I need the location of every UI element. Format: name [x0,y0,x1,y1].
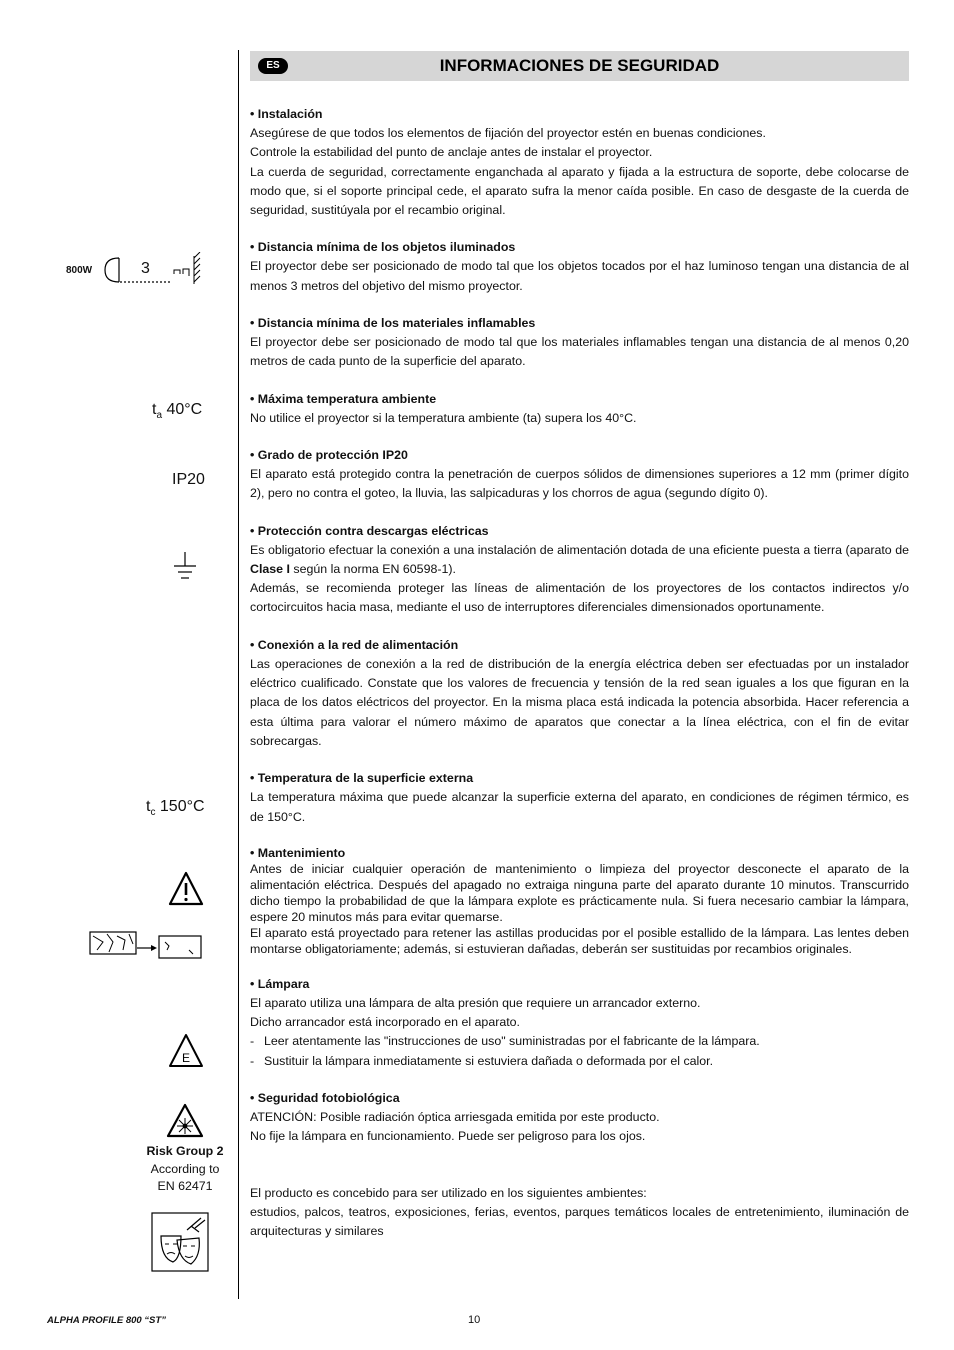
language-badge: ES [258,58,288,74]
section-ip-protection: • Grado de protección IP20 El aparato está protegido contra la penetración de cuerpos sólidos de dimensiones superiores a 12 mm (primer dígito 2), pero no contra el goteo, la lluvia, las salpicaduras y los chorros de agua (segundo dígito 0). [250,447,909,501]
ip-rating-label: IP20 [172,471,205,488]
section-mains-connection: • Conexión a la red de alimentación Las operaciones de conexión a la red de distribución de la energía eléctrica deben ser efectuadas por un instalador eléctrico cualificado. Constate que los valores de frecuencia y tensión de la red sean iguales a los que figuran en la placa de los datos eléctricos del proyector. En la misma placa está indicada la potencia absorbida. Hacer referencia a esta última para valorar el número máximo de aparatos que conectar a la línea eléctrica, con el fin de evitar sobrecargas. [250,637,909,748]
list-item: - Sustituir la lámpara inmediatamente si estuviera dañada o deformada por el calor. [250,1053,714,1068]
distance-value: 3 [141,260,150,277]
page-title: INFORMACIONES DE SEGURIDAD [439,56,720,75]
section-installation: • Instalación Asegúrese de que todos los elementos de fijación del proyector estén en buenas condiciones. Controle la estabilidad del punto de anclaje antes de instalar el proyector. La cuerda de seguridad, correctamente enganchada al aparato y fijada a la estructura de soporte, debe colocarse de modo que, si el soporte principal cede, el aparato sufra la menor caída posible. En caso de desgaste de la cuerda de seguridad, sustitúyala por el recambio original. [250,107,909,218]
section-electric-shock: • Protección contra descargas eléctricas Es obligatorio efectuar la conexión a una instalación de alimentación dotada de una eficiente puesta a tierra (aparato de Clase I según la norma EN 60598-1). Además, se recomienda proteger las líneas de alimentación de los proyectores de los contactos indirectos y/o cortocircuitos hacia masa, mediante el uso de interruptores diferenciales dimensionados oportunamente. [250,523,909,615]
section-header [250,51,909,81]
section-environments: El producto es concebido para ser utilizado en los siguientes ambientes: estudios, palcos, teatros, exposiciones, ferias, eventos, parques temáticos locales de entretenimiento, iluminación de arquitecturas y similares [250,1185,909,1239]
list-item: - Leer atentamente las "instrucciones de uso" suministradas por el fabricante de la lámpara. [250,1034,760,1049]
section-max-ambient-temp: • Máxima temperatura ambiente No utilice el proyector si la temperatura ambiente (ta) supera los 40°C. [250,391,637,425]
section-lamp: • Lámpara El aparato utiliza una lámpara de alta presión que requiere un arrancador externo. Dicho arrancador está incorporado en el aparato. - Leer atentamente las "instrucciones de uso" suministradas por el fabricante de la lámpara. - Sustituir la lámpara inmediatamente si estuviera dañada o deformada por el calor. [250,975,909,1071]
section-min-distance-objects: • Distancia mínima de los objetos iluminados El proyector debe ser posicionado de modo tal que los objetos tocados por el haz luminoso tengan una distancia de al menos 3 metros del objetivo del mismo proyector. [250,240,909,293]
page-number: 10 [468,1314,481,1326]
e-lamp-triangle-icon [168,1033,204,1069]
warning-triangle-icon [168,871,204,907]
section-photobiological: • Seguridad fotobiológica ATENCIÓN: Posible radiación óptica arriesgada emitida por este producto. No fije la lámpara en funcionamiento. Puede ser peligroso para los ojos. [250,1091,660,1144]
svg-text:E: E [181,1051,191,1065]
earth-ground-icon [172,552,198,584]
risk-group-caption: Risk Group 2 According to EN 62471 [146,1144,224,1193]
surface-temp-label: $t_c$ 150°C [146,798,205,819]
power-label: 800W [66,265,93,276]
section-surface-temp: • Temperatura de la superficie externa La temperatura máxima que puede alcanzar la superficie externa del aparato, en condiciones de régimen térmico, es de 150°C. [250,771,909,824]
section-maintenance: • Mantenimiento Antes de iniciar cualquier operación de mantenimiento o limpieza del proyector desconecte el aparato de la alimentación eléctrica. Después del apagado no extraiga ninguna parte del aparato durante 10 minutos. Transcurrido dicho tiempo la probabilidad de que la lámpara explote es prácticamente nula. Si fuera necesario cambiar la lámpara, espere 20 minutos más para evitar quemarse. El aparato está proyectado para retener las astillas producidas por el posible estallido de la lámpara. Las lentes deben montarse obligatoriamente; además, si estuvieran dañadas, deberán ser sustituidas por recambios originales. [250,845,909,956]
safety-content [250,105,909,1260]
min-distance-icon [100,252,210,288]
laser-radiation-icon [166,1103,204,1139]
margin-rule [238,50,239,1299]
section-min-distance-flammable: • Distancia mínima de los materiales inflamables El proyector debe ser posicionado de modo tal que los materiales inflamables tengan una distancia de al menos 0,20 metros de cada punto de la superficie del aparato. [250,316,909,369]
ambient-temp-label: $t_a$ 40°C [152,401,203,422]
broken-lens-replace-icon [87,928,205,962]
theatre-masks-icon [151,1212,209,1272]
footer-model-name: ALPHA PROFILE 800 “ST” [47,1315,166,1326]
